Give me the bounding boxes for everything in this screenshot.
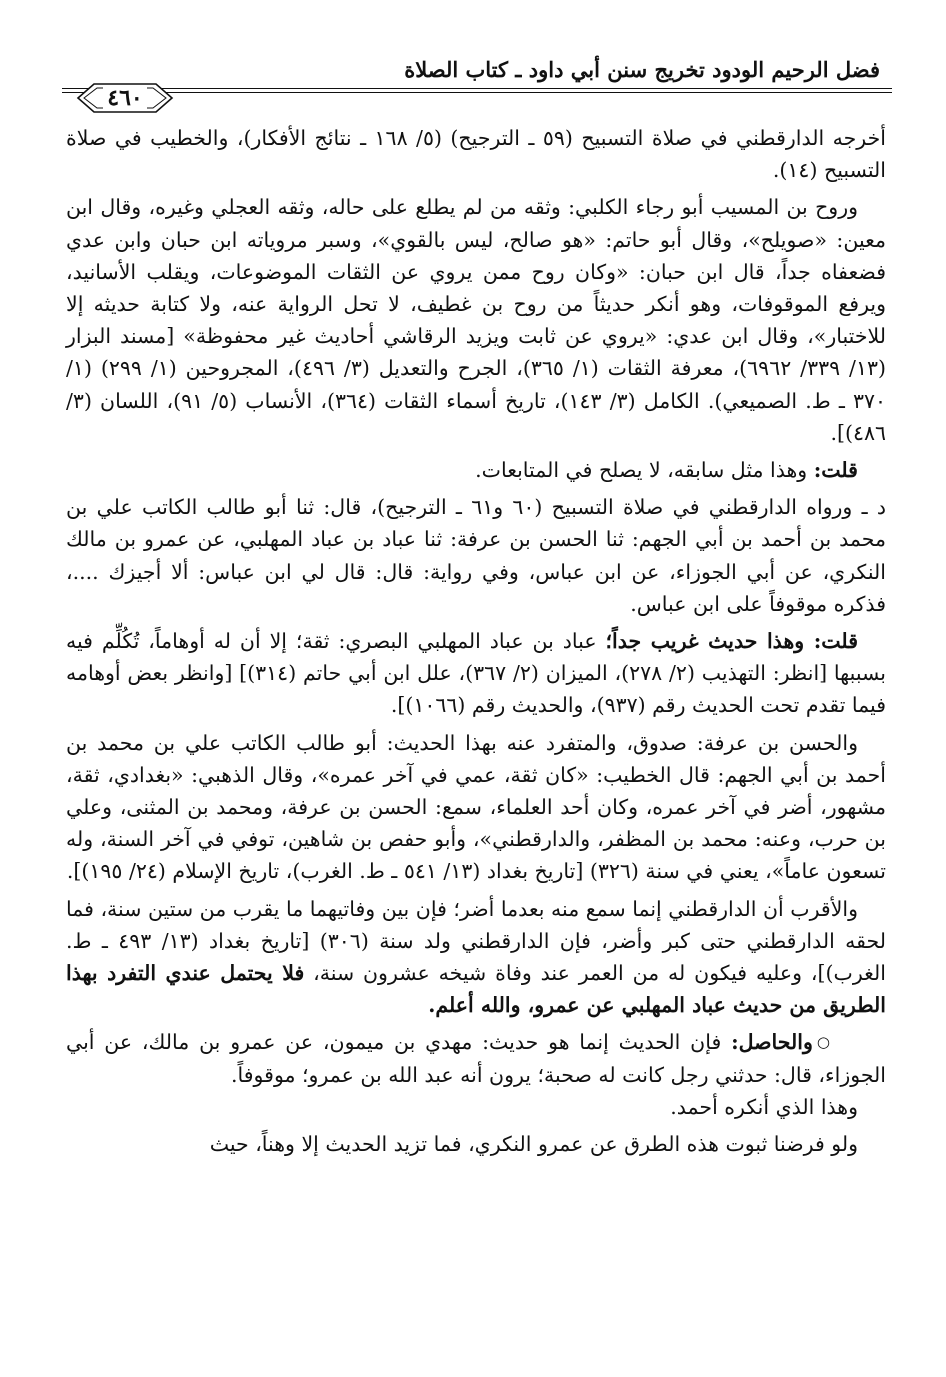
paragraph-8-label: والحاصل: — [731, 1030, 813, 1055]
main-text — [66, 122, 886, 1165]
page-number: ٤٦٠ — [103, 85, 146, 111]
circle-bullet-icon: ○ — [816, 1033, 830, 1052]
paragraph-1: أخرجه الدارقطني في صلاة التسبيح (٥٩ ـ الترجيح) (٥/ ١٦٨ ـ نتائج الأفكار)، والخطيب في صلاة التسبيح (١٤). — [66, 126, 886, 183]
paragraph-8-text: فإن الحديث إنما هو حديث: مهدي بن ميمون، عن عمرو بن مالك، عن أبي الجوزاء، قال: حدثني رجل كانت له صحبة؛ يرون أنه عبد الله بن عمرو؛ موقوفاً. — [66, 1030, 886, 1087]
running-header-title: فضل الرحيم الودود تخريج سنن أبي داود ـ كتاب الصلاة — [404, 57, 880, 82]
paragraph-7-text: والأقرب أن الدارقطني إنما سمع منه بعدما أضر؛ فإن بين وفاتيهما ما يقرب من ستين سنة، فما لحقه الدارقطني حتى كبر وأضر، فإن الدارقطني ولد سنة (٣٠٦) [تاريخ بغداد (١٣/ ٤٩٣ ـ ط. الغرب)]، وعليه فيكون له من العمر عند وفاة شيخه عشرون سنة، — [66, 896, 886, 986]
paragraph-7 — [66, 893, 886, 1022]
paragraph-10: ولو فرضنا ثبوت هذه الطرق عن عمرو النكري، فما تزيد الحديث إلا وهناً، حيث — [209, 1132, 858, 1157]
paragraph-6: والحسن بن عرفة: صدوق، والمتفرد عنه بهذا الحديث: أبو طالب الكاتب علي بن محمد بن أحمد بن أبي الجهم: قال الخطيب: «كان ثقة، عمي في آخر عمره»، وقال الذهبي: «بغدادي، ثقة، مشهور، أضر في آخر عمره، وكان أحد العلماء، سمع: الحسن بن عرفة، ومحمد بن المثنى، وعلي بن حرب، وعنه: محمد بن المظفر، والدارقطني»، وأبو حفص بن شاهين، توفي في آخر السنة، وله تسعون عاماً»، يعني في سنة (٣٢٦) [تاريخ بغداد (١٣/ ٥٤١ ـ ط. الغرب)، تاريخ الإسلام (٢٤/ ١٩٥)]. — [66, 730, 886, 884]
header-rule-top — [62, 88, 892, 89]
paragraph-5-label: قلت: وهذا حديث غريب جداً؛ — [605, 629, 858, 654]
paragraph-3-text: وهذا مثل سابقه، لا يصلح في المتابعات. — [475, 458, 808, 483]
paragraph-9: وهذا الذي أنكره أحمد. — [670, 1094, 858, 1119]
paragraph-2: وروح بن المسيب أبو رجاء الكلبي: وثقه من لم يطلع على حاله، وثقه العجلي وغيره، وقال ابن معين: «صويلح»، وقال أبو حاتم: «هو صالح، ليس بالقوي»، وسبر مروياته ابن حبان وابن عدي فضعفاه جداً، قال ابن حبان: «وكان روح ممن يروي عن الثقات الموضوعات، ويقلب الأسانيد، ويرفع الموقوفات، وهو أنكر حديثاً من روح بن غطيف، لا تحل الرواية عنه، ولا كتابة حديثه إلا للاختبار»، وقال ابن عدي: «يروي عن ثابت ويزيد الرقاشي أحاديث غير محفوظة» [مسند البزار (١٣/ ٣٣٩/ ٦٩٦٢)، معرفة الثقات (١/ ٣٦٥)، الجرح والتعديل (٣/ ٤٩٦)، المجروحين (١/ ٢٩٩) (١/ ٣٧٠ ـ ط. الصميعي). الكامل (٣/ ١٤٣)، تاريخ أسماء الثقات (٣٦٤)، الأنساب (٥/ ٩١)، اللسان (٣/ ٤٨٦)]. — [66, 195, 886, 445]
paragraph-3-label: قلت: — [813, 458, 858, 483]
paragraph-4: د ـ ورواه الدارقطني في صلاة التسبيح (٦٠ و٦١ ـ الترجيح)، قال: ثنا أبو طالب الكاتب علي بن محمد بن أحمد بن أبي الجهم: ثنا الحسن بن عرفة: ثنا عباد بن عباد المهلبي، عن عمرو بن مالك النكري، عن أبي الجوزاء، عن ابن عباس، وفي رواية: قال: قال لي ابن عباس: ألا أجيزك ....، فذكره موقوفاً على ابن عباس. — [66, 495, 886, 616]
paragraph-3 — [66, 454, 886, 486]
paragraph-8 — [66, 1026, 886, 1090]
header-rule-bottom — [62, 92, 892, 93]
paragraph-5-text: عباد بن عباد المهلبي البصري: ثقة؛ إلا أن له أوهاماً، تُكُلِّم فيه بسببها [انظر: التهذيب (٢/ ٢٧٨)، الميزان (٢/ ٣٦٧)، علل ابن أبي حاتم (٣١٤)] [وانظر بعض أوهامه فيما تقدم تحت الحديث رقم (٩٣٧)، والحديث رقم (١٠٦٦)]. — [66, 629, 886, 718]
page-number-badge — [70, 78, 180, 118]
paragraph-5 — [66, 625, 886, 722]
paragraph-7-conclusion: فلا يحتمل عندي التفرد بهذا الطريق من حديث عباد المهلبي عن عمرو، والله أعلم. — [66, 961, 886, 1018]
